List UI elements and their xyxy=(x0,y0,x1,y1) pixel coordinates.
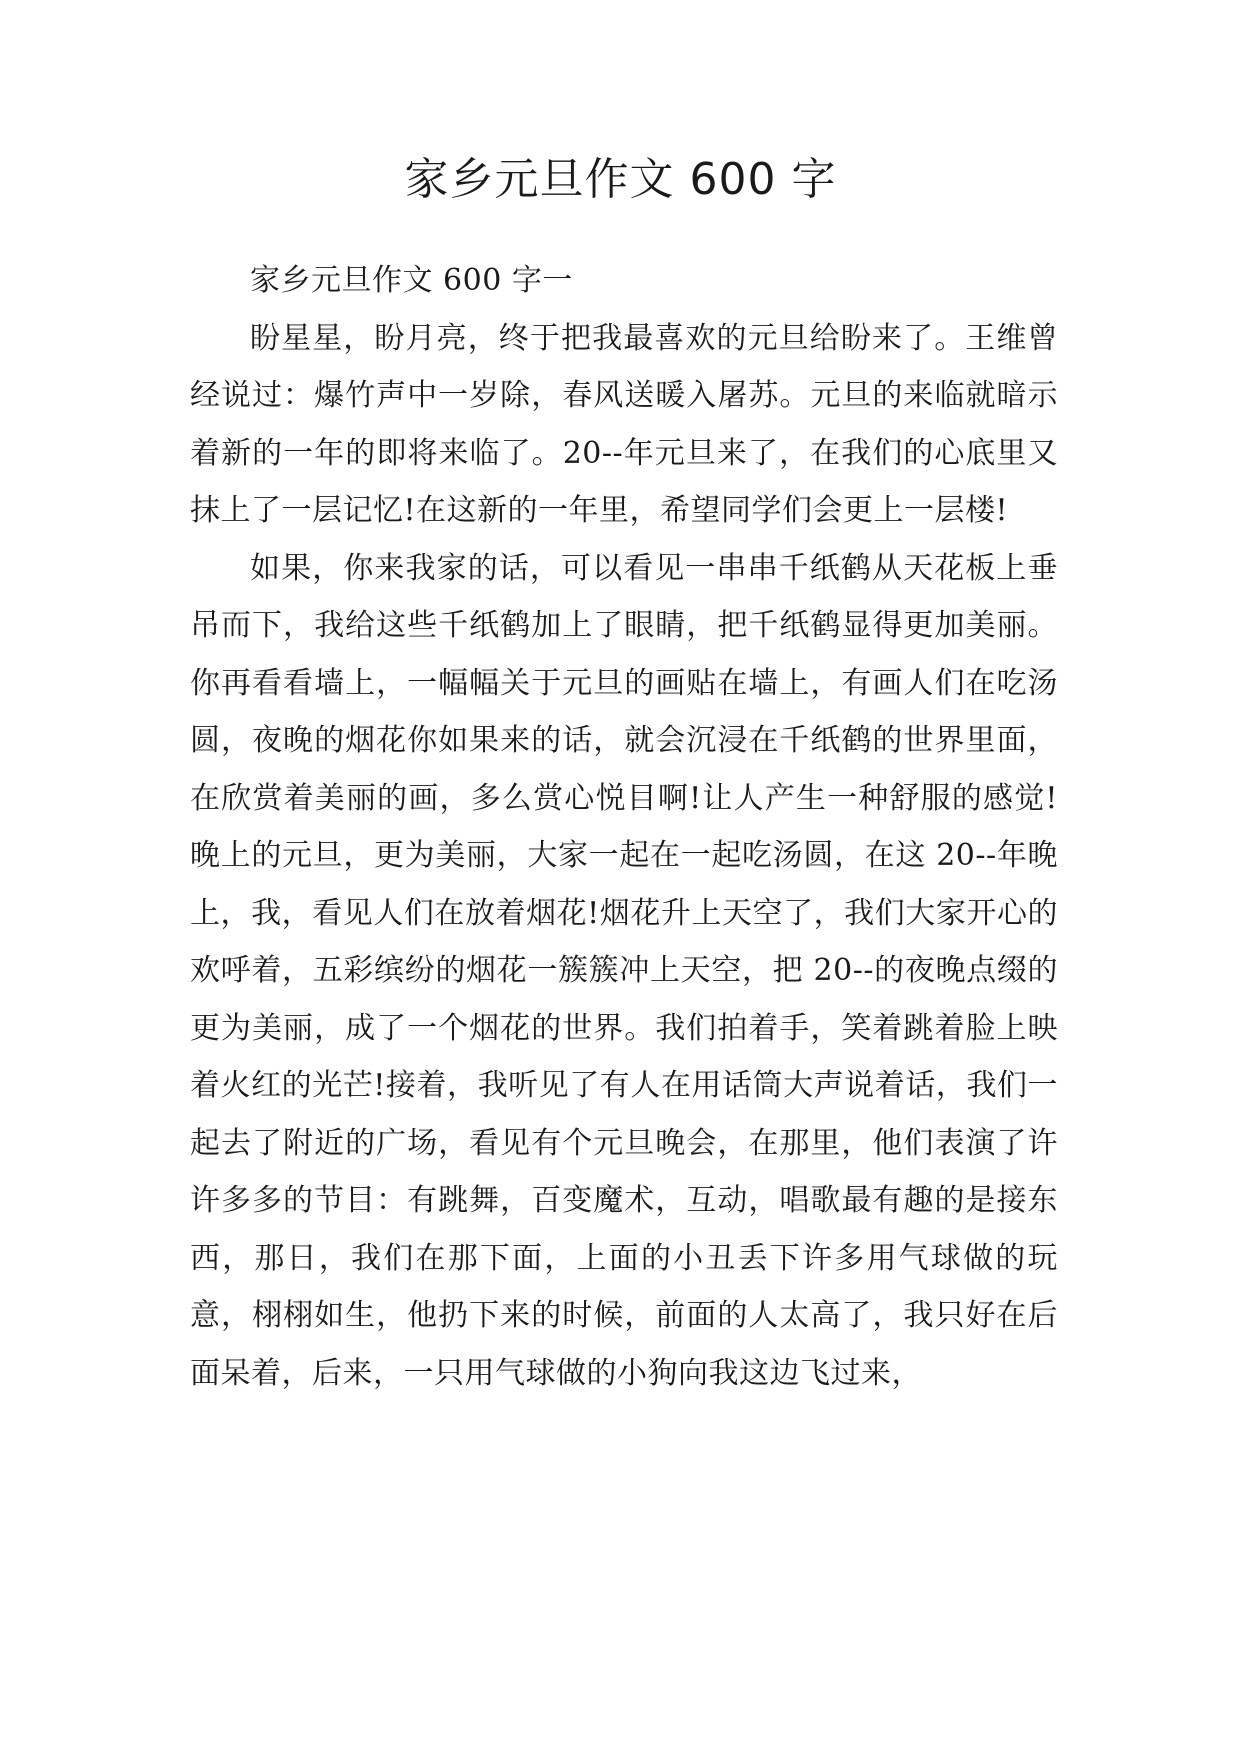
paragraph-1: 盼星星，盼月亮，终于把我最喜欢的元旦给盼来了。王维曾经说过：爆竹声中一岁除，春风送暖入屠苏。元旦的来临就暗示着新的一年的即将来临了。20--年元旦来了，在我们的心底里又抹上了一层记忆!在这新的一年里，希望同学们会更上一层楼! xyxy=(190,320,1058,528)
document-title: 家乡元旦作文 600 字 xyxy=(404,154,837,205)
document-body xyxy=(190,252,1058,1402)
paragraph-2: 如果，你来我家的话，可以看见一串串千纸鹤从天花板上垂吊而下，我给这些千纸鹤加上了眼睛，把千纸鹤显得更加美丽。你再看看墙上，一幅幅关于元旦的画贴在墙上，有画人们在吃汤圆，夜晚的烟花你如果来的话，就会沉浸在千纸鹤的世界里面，在欣赏着美丽的画，多么赏心悦目啊!让人产生一种舒服的感觉!晚上的元旦，更为美丽，大家一起在一起吃汤圆，在这 20--年晚上，我，看见人们在放着烟花!烟花升上天空了，我们大家开心的欢呼着，五彩缤纷的烟花一簇簇冲上天空，把 20--的夜晚点缀的更为美丽，成了一个烟花的世界。我们拍着手，笑着跳着脸上映着火红的光芒!接着，我听见了有人在用话筒大声说着话，我们一起去了附近的广场，看见有个元旦晚会，在那里，他们表演了许许多多的节目：有跳舞，百变魔术，互动，唱歌最有趣的是接东西，那日，我们在那下面，上面的小丑丢下许多用气球做的玩意，栩栩如生，他扔下来的时候，前面的人太高了，我只好在后面呆着，后来，一只用气球做的小狗向我这边飞过来， xyxy=(190,550,1058,1391)
section-heading: 家乡元旦作文 600 字一 xyxy=(250,263,573,298)
